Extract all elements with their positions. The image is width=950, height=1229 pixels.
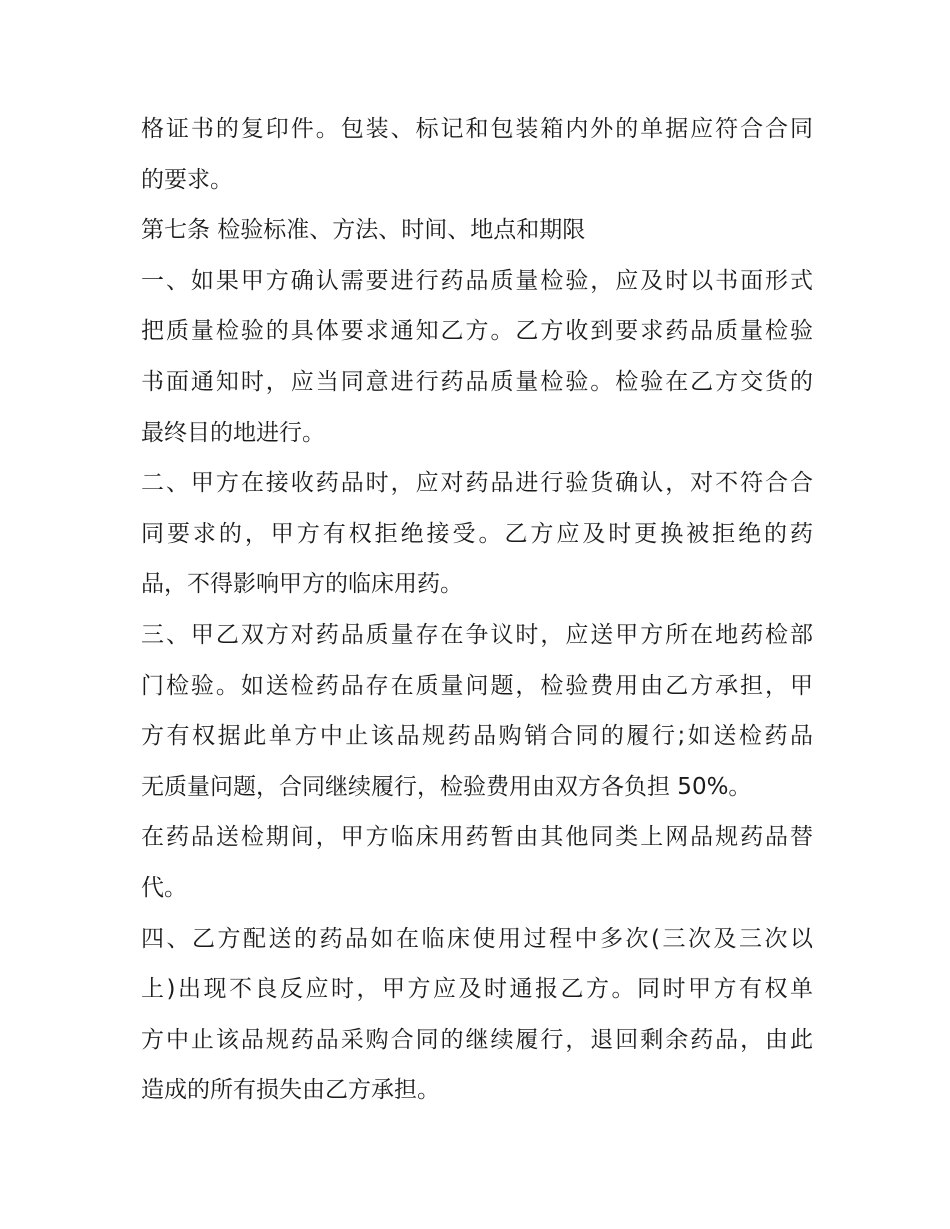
text-line: 造成的所有损失由乙方承担。 bbox=[141, 1077, 440, 1104]
text-line: 四、乙方配送的药品如在临床使用过程中多次(三次及三次以 bbox=[141, 925, 813, 952]
text-line: 上)出现不良反应时，甲方应及时通报乙方。同时甲方有权单 bbox=[141, 976, 813, 1003]
text-line: 方中止该品规药品采购合同的继续履行，退回剩余药品，由此 bbox=[141, 1026, 813, 1053]
text-line: 把质量检验的具体要求通知乙方。乙方收到要求药品质量检验 bbox=[141, 318, 813, 345]
text-line: 门检验。如送检药品存在质量问题，检验费用由乙方承担，甲 bbox=[141, 672, 813, 699]
text-line: 的要求。 bbox=[141, 166, 233, 193]
document-body bbox=[141, 104, 813, 1116]
text-line: 二、甲方在接收药品时，应对药品进行验货确认，对不符合合 bbox=[141, 470, 813, 497]
text-line: 代。 bbox=[141, 874, 187, 901]
text-line: 方有权据此单方中止该品规药品购销合同的履行;如送检药品 bbox=[141, 723, 813, 750]
text-line: 三、甲乙双方对药品质量存在争议时，应送甲方所在地药检部 bbox=[141, 621, 813, 648]
text-line: 书面通知时，应当同意进行药品质量检验。检验在乙方交货的 bbox=[141, 368, 813, 395]
text-line: 同要求的，甲方有权拒绝接受。乙方应及时更换被拒绝的药 bbox=[141, 520, 813, 547]
text-line: 在药品送检期间，甲方临床用药暂由其他同类上网品规药品替 bbox=[141, 824, 813, 851]
text-line: 品，不得影响甲方的临床用药。 bbox=[141, 571, 463, 598]
text-line: 一、如果甲方确认需要进行药品质量检验，应及时以书面形式 bbox=[141, 267, 813, 294]
section-heading: 第七条 检验标准、方法、时间、地点和期限 bbox=[141, 217, 586, 244]
text-line: 无质量问题，合同继续履行，检验费用由双方各负担 50%。 bbox=[141, 773, 752, 800]
text-line: 格证书的复印件。包装、标记和包装箱内外的单据应符合合同 bbox=[141, 116, 813, 142]
text-line: 最终目的地进行。 bbox=[141, 419, 325, 446]
